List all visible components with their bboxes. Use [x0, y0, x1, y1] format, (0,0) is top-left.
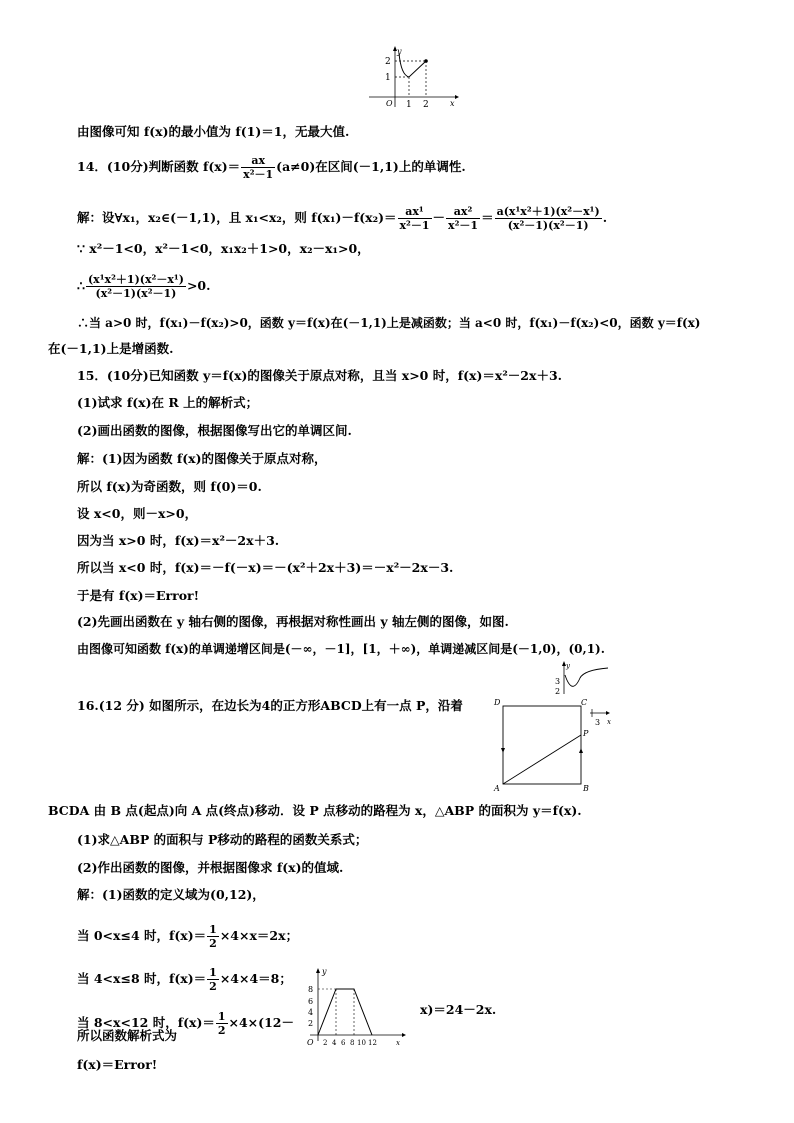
svg-text:8: 8: [350, 1039, 355, 1047]
tick-1: 1: [385, 73, 391, 83]
svg-text:3: 3: [595, 718, 601, 727]
p14-question: [77, 154, 466, 181]
p16-head: 16.(12 分) 如图所示，在边长为4的正方形ABCD上有一点 P，沿着: [77, 698, 463, 713]
p14-because: ∵ x²－1<0，x²－1<0，x₁x₂＋1>0，x₂－x₁>0，: [77, 241, 370, 256]
svg-text:6: 6: [308, 997, 314, 1006]
fraction-3: $\frac{\text{a(x¹x²＋1)(x²－x¹)}}{\text{(x²－1)(x²－1)}}$: [496, 205, 600, 232]
p16-s1: 解：(1)函数的定义域为(0,12)，: [77, 887, 265, 902]
line-min: 由图像可知 f(x)的最小值为 f(1)＝1，无最大值.: [77, 124, 350, 139]
p14-fraction: $\frac{ax}{\text{x²－1}}$: [243, 154, 274, 181]
xtick-2: 2: [423, 100, 429, 110]
y-label: y: [397, 47, 402, 56]
fraction-1: $\frac{\text{ax¹}}{\text{x²－1}}$: [399, 205, 430, 232]
p15-s5: 所以当 x<0 时，f(x)＝－f(－x)＝－(x²＋2x＋3)＝－x²－2x－3.: [77, 560, 454, 575]
tick-2: 2: [385, 57, 391, 67]
svg-text:A: A: [494, 784, 500, 793]
svg-text:C: C: [581, 698, 588, 707]
svg-text:B: B: [583, 784, 589, 793]
svg-text:2: 2: [323, 1039, 328, 1047]
p15-q2: (2)画出函数的图像，根据图像写出它的单调区间.: [77, 423, 352, 438]
graph-area: [300, 965, 410, 1050]
svg-text:x: x: [607, 718, 611, 726]
svg-text:10: 10: [357, 1039, 366, 1047]
p15-s6: 于是有 f(x)＝Error!: [77, 588, 200, 603]
x-label: x: [450, 99, 455, 108]
p16-case1: 当 0<x≤4 时，f(x)＝ $\frac{1}{2}$ ×4×x＝2x；: [77, 923, 299, 950]
svg-text:2: 2: [308, 1019, 314, 1028]
p15-s1: 解：(1)因为函数 f(x)的图像关于原点对称，: [77, 451, 327, 466]
p15-q1: (1)试求 f(x)在 R 上的解析式；: [77, 395, 259, 410]
p14-head: 14．(10分)判断函数 f(x)＝: [77, 159, 241, 174]
square-figure: [490, 690, 620, 795]
svg-text:6: 6: [341, 1039, 346, 1047]
svg-text:y: y: [322, 967, 327, 976]
p16-line2: BCDA 由 B 点(起点)向 A 点(终点)移动．设 P 点移动的路程为 x，△ABP 的面积为 y＝f(x).: [48, 803, 582, 818]
svg-text:8: 8: [308, 985, 314, 994]
svg-text:D: D: [494, 698, 501, 707]
p16-case3: 当 8<x<12 时，f(x)＝ $\frac{1}{2}$ ×4×(12－: [77, 1010, 294, 1037]
svg-text:2: 2: [555, 687, 561, 695]
svg-text:12: 12: [368, 1039, 377, 1047]
p15-s7: (2)先画出函数在 y 轴右侧的图像，再根据对称性画出 y 轴左侧的图像，如图.: [77, 614, 509, 629]
p16-s-end: f(x)＝Error!: [77, 1057, 158, 1072]
p14-conclusion-1: ∴当 a>0 时，f(x₁)－f(x₂)>0，函数 y＝f(x)在(－1,1)上是减函数；当 a<0 时，f(x₁)－f(x₂)<0，函数 y＝f(x): [77, 316, 701, 330]
svg-text:P: P: [583, 729, 589, 738]
svg-text:4: 4: [308, 1008, 314, 1017]
svg-text:3: 3: [555, 677, 561, 686]
p16-q1: (1)求△ABP 的面积与 P移动的路程的函数关系式；: [77, 832, 368, 847]
p15-s8: 由图像可知函数 f(x)的单调递增区间是(－∞，－1]，[1，＋∞)，单调递减区间是(－1,0)，(0,1).: [77, 642, 605, 656]
fraction-2: $\frac{\text{ax²}}{\text{x²－1}}$: [448, 205, 479, 232]
p14-solution: 解：设∀x₁，x₂∈(－1,1)，且 x₁<x₂，则 f(x₁)－f(x₂)＝ $\frac{\text{ax¹}}{\text{x²－1}}$ － $\frac{\text{ax²}}{\text{x²－1}}$ ＝ $\frac{\text{a(x¹x²＋1)(x²－x¹)}}{\text{(x²－1)(x²－1)}}$ .: [77, 205, 608, 232]
svg-text:x: x: [396, 1039, 400, 1047]
p14-therefore: ∴ $\frac{\text{(x¹x²＋1)(x²－x¹)}}{\text{(x²－1)(x²－1)}}$ >0.: [77, 273, 211, 300]
p16-case3-tail: x)＝24－2x.: [420, 1002, 497, 1017]
p16-case2: 当 4<x≤8 时，f(x)＝ $\frac{1}{2}$ ×4×4＝8；: [77, 966, 292, 993]
p15-s4: 因为当 x>0 时，f(x)＝x²－2x＋3.: [77, 533, 280, 548]
p15-s2: 所以 f(x)为奇函数，则 f(0)＝0.: [77, 479, 262, 494]
p16-s-last: 所以函数解析式为: [77, 1028, 178, 1043]
p15-s3: 设 x<0，则－x>0，: [77, 506, 198, 521]
p14-conclusion-2: 在(－1,1)上是增函数.: [48, 341, 174, 356]
svg-text:O: O: [307, 1038, 314, 1047]
p14-tail: (a≠0)在区间(－1,1)上的单调性.: [276, 159, 466, 174]
origin-label: O: [386, 99, 393, 108]
xtick-1: 1: [406, 100, 412, 110]
svg-text:4: 4: [332, 1039, 337, 1047]
graph-min-value: [365, 45, 460, 110]
fraction-4: $\frac{\text{(x¹x²＋1)(x²－x¹)}}{\text{(x²－1)(x²－1)}}$: [87, 273, 184, 300]
p16-q2: (2)作出函数的图像，并根据图像求 f(x)的值域.: [77, 860, 344, 875]
p15-head: 15．(10分)已知函数 y＝f(x)的图像关于原点对称，且当 x>0 时，f(x)＝x²－2x＋3.: [77, 368, 563, 383]
svg-text:y: y: [566, 662, 570, 670]
